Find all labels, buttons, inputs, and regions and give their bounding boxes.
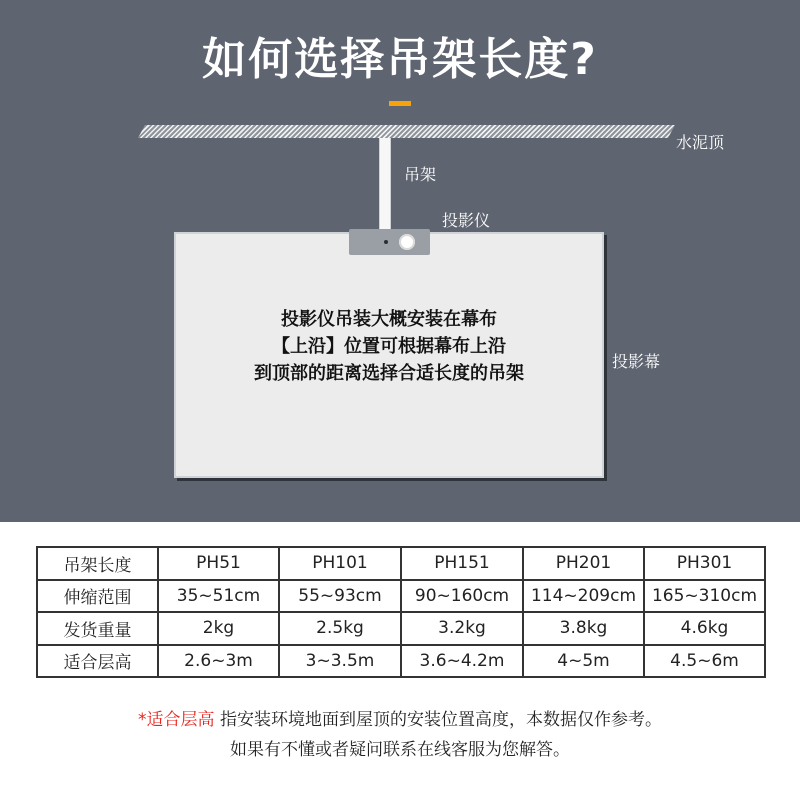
screen-label: 投影幕 [612,352,661,371]
projector-label: 投影仪 [442,211,491,230]
projector-indicator-icon [384,240,388,244]
table-row [37,580,765,613]
table-row [37,645,765,678]
table-cell: 114~209cm [523,580,644,613]
title-accent-bar [389,101,411,106]
table-cell: 2.6~3m [158,645,279,678]
projector-body [349,229,430,255]
table-cell: 165~310cm [644,580,765,613]
table-cell: PH151 [401,547,523,580]
ceiling-label: 水泥顶 [676,133,725,152]
table-row [37,612,765,645]
footnote-highlight: *适合层高 [138,710,215,730]
table-cell: 90~160cm [401,580,523,613]
table-cell: PH101 [279,547,401,580]
projector-lens-icon [399,234,415,250]
screen-text-line: 【上沿】位置可根据幕布上沿 [272,336,506,357]
table-cell: 4.5~6m [644,645,765,678]
table-cell: 4~5m [523,645,644,678]
table-cell: 4.6kg [644,612,765,645]
footnote-line-2: 如果有不懂或者疑问联系在线客服为您解答。 [230,740,570,760]
table-cell: PH201 [523,547,644,580]
table-row-header: 发货重量 [37,612,158,645]
table-row-header: 伸缩范围 [37,580,158,613]
table-row-header: 吊架长度 [37,547,158,580]
footnote-line-1 [0,707,800,733]
spec-table [36,546,766,678]
table-cell: 35~51cm [158,580,279,613]
table-cell: 3.8kg [523,612,644,645]
screen-text-line: 到顶部的距离选择合适长度的吊架 [254,363,524,384]
bracket-label: 吊架 [404,165,437,184]
footnote-text: 指安装环境地面到屋顶的安装位置高度，本数据仅作参考。 [214,710,662,730]
table-row [37,547,765,580]
table-cell: 3.6~4.2m [401,645,523,678]
table-cell: 2.5kg [279,612,401,645]
projection-screen [174,232,604,478]
table-cell: PH301 [644,547,765,580]
screen-text [176,306,602,387]
table-row-header: 适合层高 [37,645,158,678]
table-cell: 3~3.5m [279,645,401,678]
bracket-rod [379,138,391,234]
table-cell: 3.2kg [401,612,523,645]
screen-text-line: 投影仪吊装大概安装在幕布 [281,309,497,330]
table-cell: 2kg [158,612,279,645]
page-title: 如何选择吊架长度? [202,34,598,85]
table-cell: 55~93cm [279,580,401,613]
table-cell: PH51 [158,547,279,580]
ceiling-hatch [138,125,675,138]
